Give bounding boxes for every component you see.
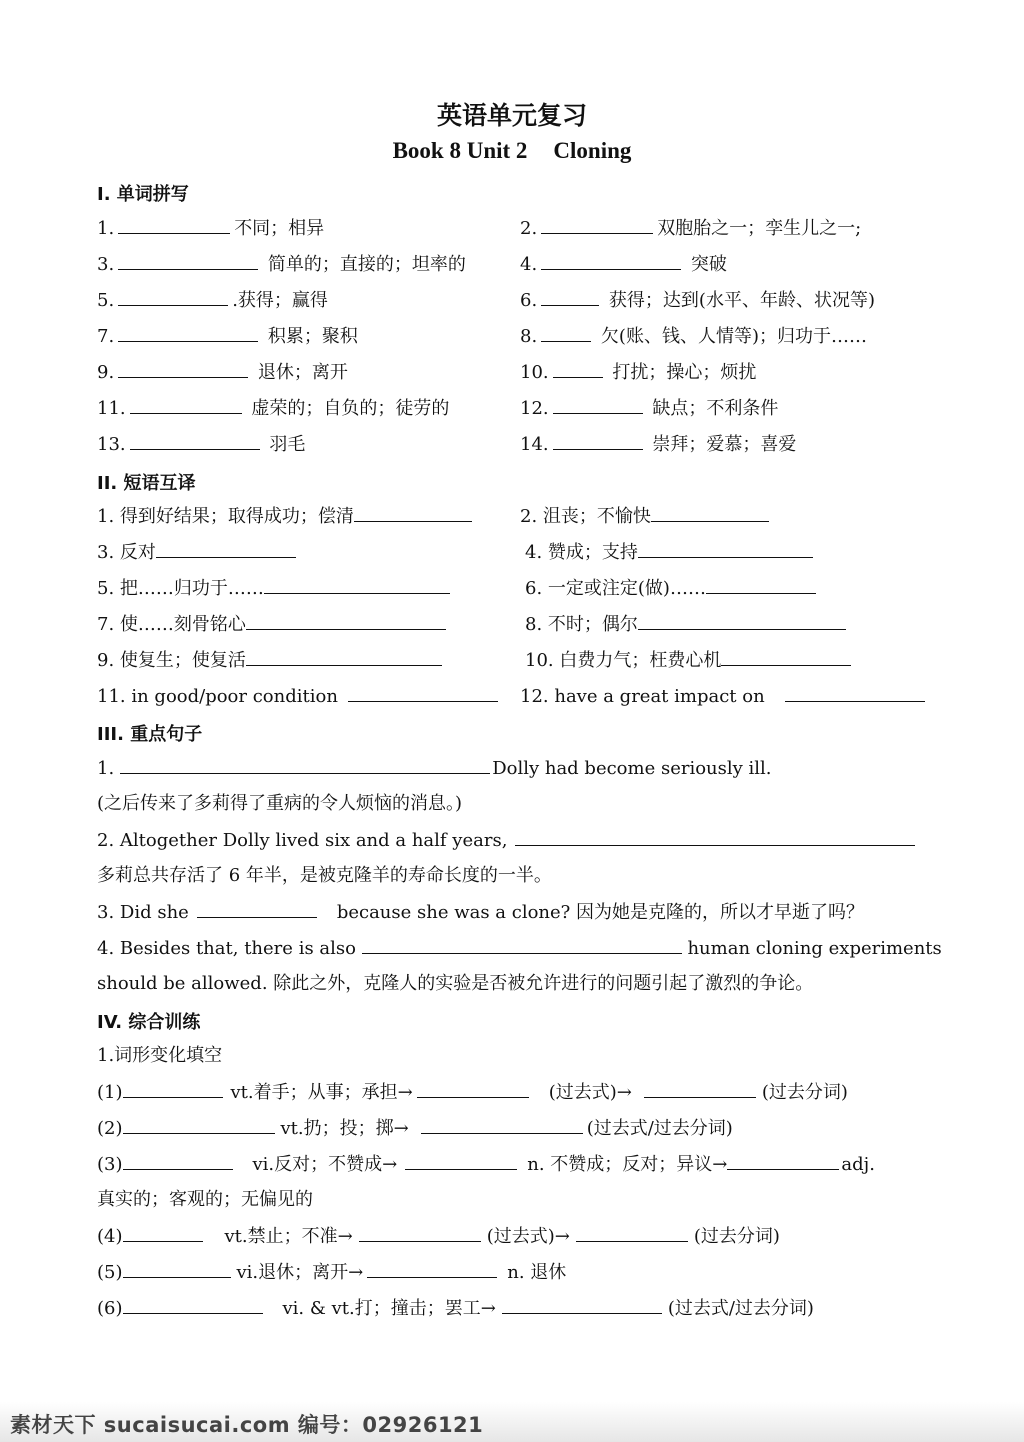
answer-blank[interactable] — [123, 1260, 231, 1278]
vocab-item: 14. 崇拜；爱慕；喜爱 — [520, 434, 797, 455]
answer-blank[interactable] — [362, 936, 682, 954]
vocab-item: 11. 虚荣的；自负的；徒劳的 — [97, 398, 450, 419]
sentence-3: 3. Did she because she was a clone? 因为她是克隆的，所以才早逝了吗？ — [97, 902, 865, 923]
answer-blank[interactable] — [123, 1152, 233, 1170]
phrase-item: 5. 把……归功于…… — [97, 576, 450, 601]
phrase-item: 9. 使复生；使复活 — [97, 648, 442, 673]
word-form-item: (1) vt.着手；从事；承担→ (过去式)→ (过去分词) — [97, 1082, 848, 1103]
page-title: 英语单元复习 — [436, 101, 587, 130]
answer-blank[interactable] — [118, 360, 248, 378]
answer-blank[interactable] — [515, 828, 915, 846]
subtitle-book: Book 8 Unit 2 — [392, 138, 528, 163]
page-subtitle — [0, 138, 1024, 164]
vocab-item: 4. 突破 — [520, 254, 727, 275]
phrase-item: 11. in good/poor condition — [97, 684, 502, 709]
answer-blank[interactable] — [197, 900, 317, 918]
section-heading-sentences: III. 重点句子 — [97, 724, 203, 745]
vocab-item: 3. 简单的；直接的；坦率的 — [97, 254, 466, 275]
answer-blank[interactable] — [541, 324, 591, 342]
answer-blank[interactable] — [118, 324, 258, 342]
answer-blank[interactable] — [706, 576, 816, 594]
sentence-1-translation: (之后传来了多莉得了重病的令人烦恼的消息。) — [97, 793, 463, 814]
vocab-item: 13. 羽毛 — [97, 434, 306, 455]
answer-blank[interactable] — [553, 396, 643, 414]
answer-blank[interactable] — [553, 432, 643, 450]
phrase-item: 1. 得到好结果；取得成功；偿清 — [97, 504, 472, 529]
answer-blank[interactable] — [156, 540, 296, 558]
answer-blank[interactable] — [541, 252, 681, 270]
answer-blank[interactable] — [417, 1080, 529, 1098]
answer-blank[interactable] — [130, 432, 260, 450]
sentence-2: 2. Altogether Dolly lived six and a half years, — [97, 828, 919, 853]
section-heading-phrases: II. 短语互译 — [97, 473, 196, 494]
answer-blank[interactable] — [246, 648, 442, 666]
answer-blank[interactable] — [541, 216, 653, 234]
answer-blank[interactable] — [354, 504, 472, 522]
word-form-item: (6) vi. & vt.打；撞击；罢工→ (过去式/过去分词) — [97, 1298, 814, 1319]
vocab-item: 10. 打扰；操心；烦扰 — [520, 362, 757, 383]
word-form-item: (4) vt.禁止；不准→ (过去式)→ (过去分词) — [97, 1226, 780, 1247]
answer-blank[interactable] — [367, 1260, 497, 1278]
vocab-item: 1. 不同；相异 — [97, 218, 325, 239]
vocab-item: 2. 双胞胎之一；孪生儿之一; — [520, 218, 862, 239]
answer-blank[interactable] — [421, 1116, 583, 1134]
phrase-item: 3. 反对 — [97, 540, 296, 565]
answer-blank[interactable] — [405, 1152, 517, 1170]
word-form-item: (5) vi.退休；离开→ n. 退休 — [97, 1262, 567, 1283]
phrase-item: 10. 白费力气；枉费心机 — [525, 648, 851, 673]
sentence-4: 4. Besides that, there is also human cloning experiments — [97, 938, 942, 959]
sentence-1: 1. Dolly had become seriously ill. — [97, 758, 772, 779]
phrase-item: 8. 不时；偶尔 — [525, 612, 846, 637]
answer-blank[interactable] — [727, 1152, 839, 1170]
phrase-item: 4. 赞成；支持 — [525, 540, 813, 565]
vocab-item: 7. 积累；聚积 — [97, 326, 358, 347]
answer-blank[interactable] — [638, 612, 846, 630]
answer-blank[interactable] — [359, 1224, 481, 1242]
section-heading-vocab: I. 单词拼写 — [97, 184, 189, 205]
phrase-item: 2. 沮丧；不愉快 — [520, 504, 769, 529]
answer-blank[interactable] — [118, 216, 230, 234]
answer-blank[interactable] — [576, 1224, 688, 1242]
answer-blank[interactable] — [123, 1296, 263, 1314]
answer-blank[interactable] — [638, 540, 813, 558]
answer-blank[interactable] — [264, 576, 450, 594]
phrase-item: 7. 使……刻骨铭心 — [97, 612, 446, 637]
sentence-2-translation: 多莉总共存活了 6 年半，是被克隆羊的寿命长度的一半。 — [97, 865, 552, 886]
answer-blank[interactable] — [721, 648, 851, 666]
vocab-item: 12. 缺点；不利条件 — [520, 398, 779, 419]
answer-blank[interactable] — [130, 396, 242, 414]
answer-blank[interactable] — [123, 1080, 223, 1098]
word-form-item-continued: 真实的；客观的；无偏见的 — [97, 1189, 313, 1210]
section-heading-training: IV. 综合训练 — [97, 1012, 201, 1033]
training-heading: 1.词形变化填空 — [97, 1045, 223, 1066]
answer-blank[interactable] — [644, 1080, 756, 1098]
answer-blank[interactable] — [120, 756, 490, 774]
word-form-item: (2) vt.扔；投；掷→ (过去式/过去分词) — [97, 1118, 733, 1139]
answer-blank[interactable] — [348, 684, 498, 702]
vocab-item: 6. 获得；达到(水平、年龄、状况等) — [520, 290, 875, 311]
answer-blank[interactable] — [651, 504, 769, 522]
phrase-item: 12. have a great impact on — [520, 684, 929, 709]
answer-blank[interactable] — [118, 252, 258, 270]
answer-blank[interactable] — [785, 684, 925, 702]
vocab-item: 8. 欠(账、钱、人情等)；归功于…… — [520, 326, 867, 347]
sentence-4-continued: should be allowed. 除此之外，克隆人的实验是否被允许进行的问题引起了激烈的争论。 — [97, 973, 814, 994]
answer-blank[interactable] — [123, 1224, 203, 1242]
vocab-item: 9. 退休；离开 — [97, 362, 348, 383]
answer-blank[interactable] — [541, 288, 599, 306]
answer-blank[interactable] — [246, 612, 446, 630]
word-form-item: (3) vi.反对；不赞成→ n. 不赞成；反对；异议→ adj. — [97, 1154, 875, 1175]
phrase-item: 6. 一定或注定(做)…… — [525, 576, 816, 601]
answer-blank[interactable] — [553, 360, 603, 378]
answer-blank[interactable] — [118, 288, 228, 306]
watermark-text: 素材天下 sucaisucai.com 编号：02926121 — [10, 1413, 484, 1437]
subtitle-topic: Cloning — [553, 138, 632, 163]
vocab-item: 5. .获得；赢得 — [97, 290, 328, 311]
answer-blank[interactable] — [123, 1116, 275, 1134]
answer-blank[interactable] — [502, 1296, 662, 1314]
